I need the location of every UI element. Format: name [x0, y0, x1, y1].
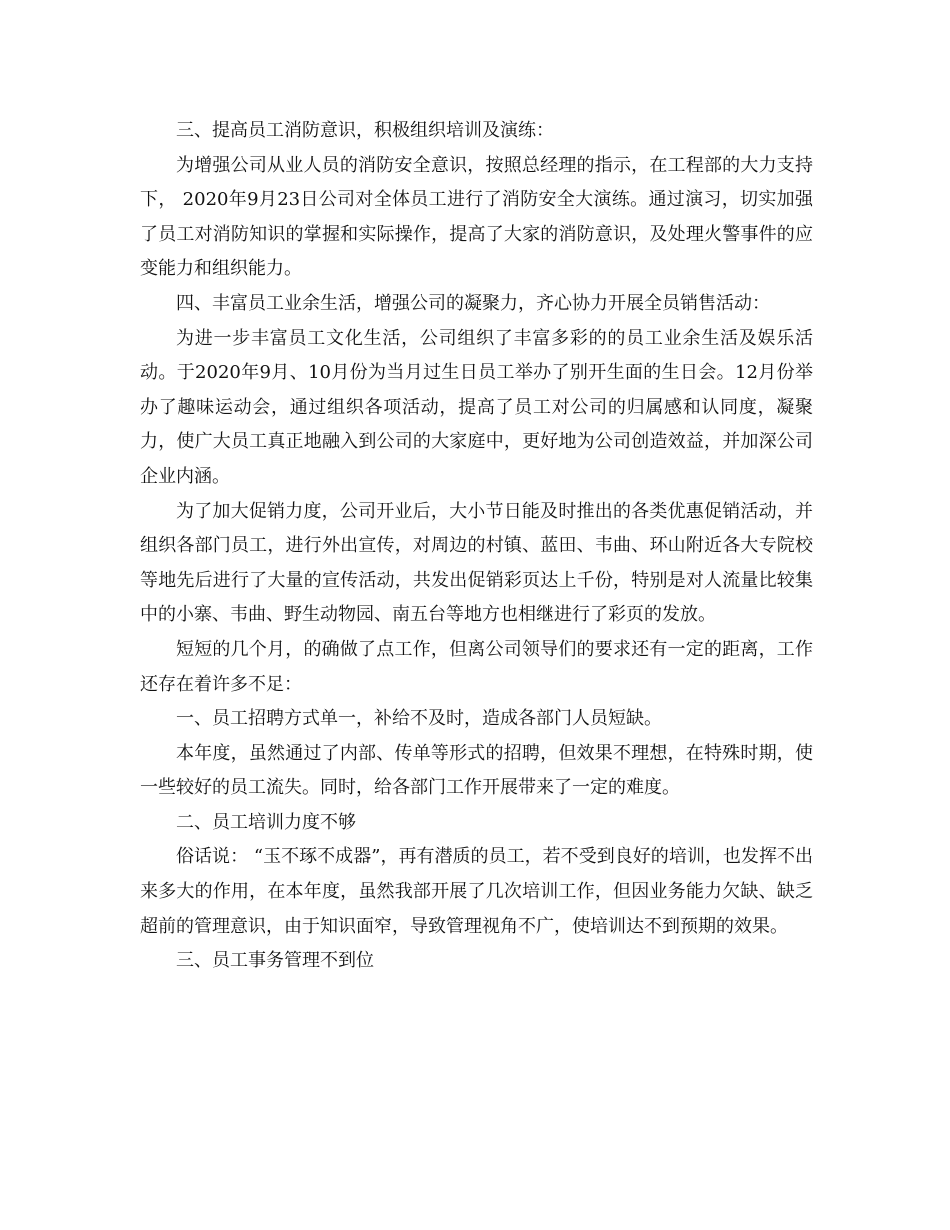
- paragraph-fire-drill: 为增强公司从业人员的消防安全意识，按照总经理的指示，在工程部的大力支持下， 2020年9月23日公司对全体员工进行了消防安全大演练。通过演习，切实加强了员工对消防知识的掌握和实际操作，提高了大家的消防意识，及处理火警事件的应变能力和组织能力。: [140, 154, 813, 280]
- issue-heading-affairs-management: 三、员工事务管理不到位: [176, 950, 374, 972]
- paragraph-recruitment: 本年度，虽然通过了内部、传单等形式的招聘，但效果不理想，在特殊时期，使一些较好的员工流失。同时，给各部门工作开展带来了一定的难度。: [140, 742, 813, 799]
- paragraph-shortcomings-intro: 短短的几个月，的确做了点工作，但离公司领导们的要求还有一定的距离，工作还存在着许多不足：: [140, 638, 813, 695]
- section-heading-leisure-activities: 四、丰富员工业余生活，增强公司的凝聚力，齐心协力开展全员销售活动：: [176, 292, 770, 314]
- section-heading-fire-safety: 三、提高员工消防意识，积极组织培训及演练：: [176, 120, 554, 141]
- document-body: [140, 114, 813, 979]
- paragraph-training: 俗话说： “玉不琢不成器”，再有潜质的员工，若不受到良好的培训，也发挥不出来多大的作用，在本年度，虽然我部开展了几次培训工作，但因业务能力欠缺、缺乏超前的管理意识，由于知识面窄，导致管理视角不广，使培训达不到预期的效果。: [140, 846, 813, 937]
- paragraph-cultural-activities: 为进一步丰富员工文化生活，公司组织了丰富多彩的的员工业余生活及娱乐活动。于2020年9月、10月份为当月过生日员工举办了别开生面的生日会。12月份举办了趣味运动会，通过组织各项活动，提高了员工对公司的归属感和认同度，凝聚力，使广大员工真正地融入到公司的大家庭中，更好地为公司创造效益，并加深公司企业内涵。: [140, 327, 813, 487]
- issue-heading-recruitment: 一、员工招聘方式单一，补给不及时，造成各部门人员短缺。: [176, 708, 662, 730]
- issue-heading-training: 二、员工培训力度不够: [176, 811, 356, 833]
- paragraph-promotion: 为了加大促销力度，公司开业后，大小节日能及时推出的各类优惠促销活动，并组织各部门员工，进行外出宣传，对周边的村镇、蓝田、韦曲、环山附近各大专院校等地先后进行了大量的宣传活动，共发出促销彩页达上千份，特别是对人流量比较集中的小寨、韦曲、野生动物园、南五台等地方也相继进行了彩页的发放。: [140, 500, 813, 626]
